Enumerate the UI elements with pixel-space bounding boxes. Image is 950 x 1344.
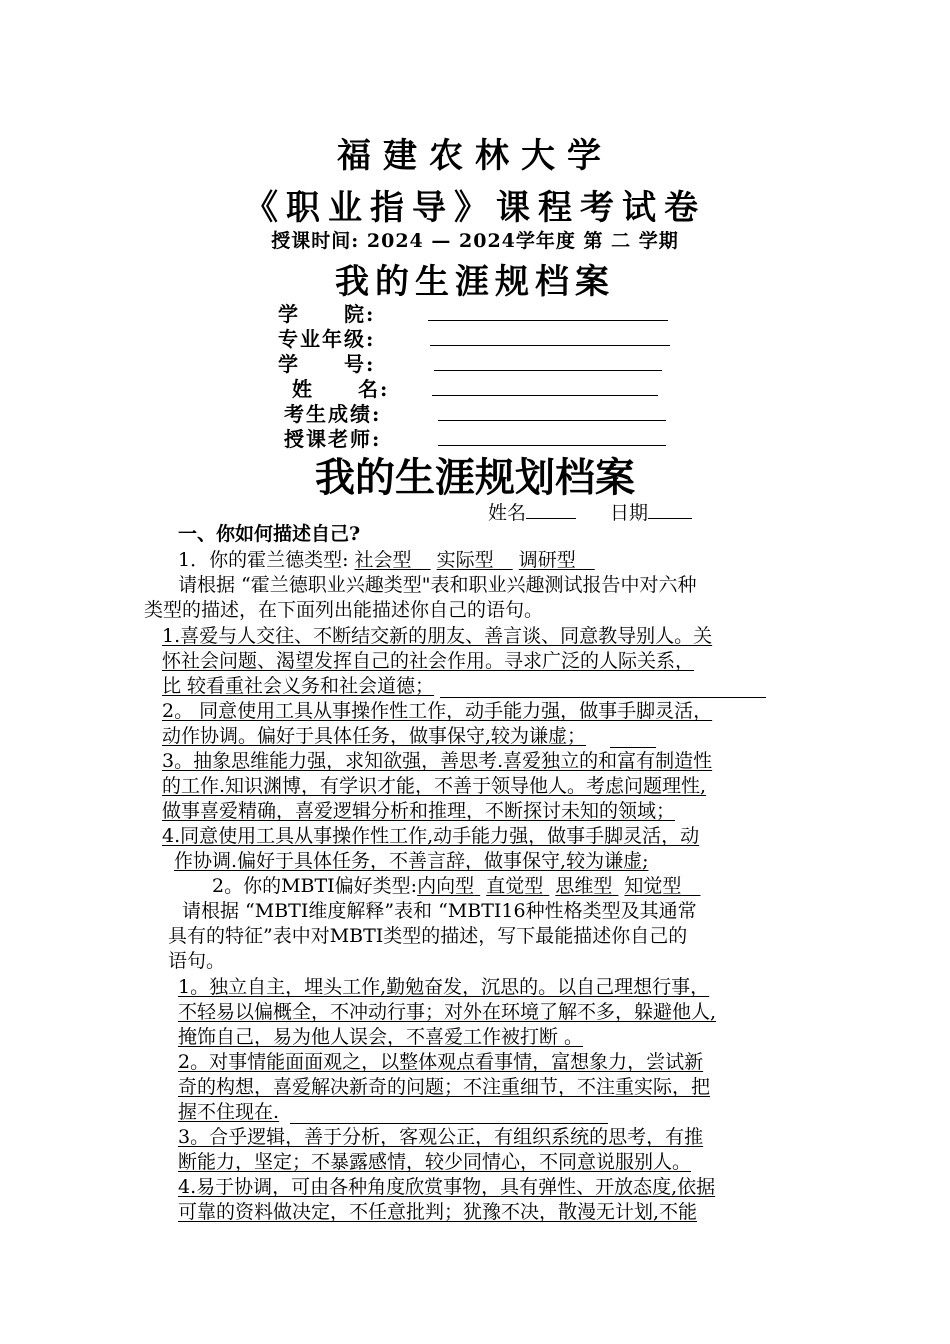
name-label: 姓名 xyxy=(488,502,527,524)
name-date-line xyxy=(488,498,692,525)
instruction-line: 具有的特征”表中对MBTI类型的描述，写下最能描述你自己的 xyxy=(168,925,688,947)
field-student-id xyxy=(278,348,420,374)
field-college xyxy=(278,298,420,324)
field-label: 姓 名: xyxy=(292,377,390,401)
field-label: 专业年级: xyxy=(278,327,376,351)
mbti-type-line xyxy=(212,874,700,898)
date-blank xyxy=(648,500,692,519)
holland-desc-line: 2。 同意使用工具从事操作性工作，动手能力强，做事手脚灵活， xyxy=(162,700,713,722)
mbti-type: 内向型 xyxy=(417,875,475,897)
mbti-type: 知觉型 xyxy=(624,875,682,897)
holland-desc-line: 比 较看重社会义务和社会道德； xyxy=(162,675,435,697)
fill-line xyxy=(610,747,656,748)
mbti-desc-line: 2。对事情能面面观之，以整体观点看事情，富想象力，尝试新 xyxy=(178,1051,704,1073)
university-title: 福建农林大学 xyxy=(337,136,613,176)
field-blank-line xyxy=(428,320,668,321)
holland-desc-line: 4.同意使用工具从事操作性工作,动手能力强，做事手脚灵活，动 xyxy=(162,825,700,847)
instruction-line: 类型的描述，在下面列出能描述你自己的语句。 xyxy=(144,599,544,621)
exam-title: 《职业指导》课程考试卷 xyxy=(244,188,706,228)
holland-desc-line: 1.喜爱与人交往、不断结交新的朋友、善言谈、同意教导别人。关 xyxy=(162,625,713,647)
field-blank-line xyxy=(430,345,670,346)
instruction-line: 请根据 “MBTI维度解释”表和 “MBTI16种性格类型及其通常 xyxy=(182,900,697,922)
mbti-desc-line: 奇的构想，喜爱解决新奇的问题；不注重细节，不注重实际，把 xyxy=(178,1076,711,1098)
holland-prefix: 1．你的霍兰德类型: xyxy=(178,549,349,571)
field-label: 考生成绩: xyxy=(284,402,382,426)
mbti-desc-line: 3。合乎逻辑，善于分析，客观公正，有组织系统的思考，有推 xyxy=(178,1126,704,1148)
field-blank-line xyxy=(434,370,662,371)
mbti-type: 思维型 xyxy=(555,875,613,897)
mbti-prefix: 2。你的MBTI偏好类型: xyxy=(212,875,418,897)
field-blank-line xyxy=(432,395,658,396)
holland-type: 调研型 xyxy=(518,549,576,571)
main-title: 我的生涯规划档案 xyxy=(315,454,635,501)
field-label: 学 号: xyxy=(278,352,376,376)
mbti-desc-line: 可靠的资料做决定，不任意批判；犹豫不决，散漫无计划,不能 xyxy=(178,1201,698,1223)
holland-desc-line: 3。抽象思维能力强，求知欲强，善思考.喜爱独立的和富有制造性 xyxy=(162,750,713,772)
mbti-type: 直觉型 xyxy=(486,875,544,897)
holland-type: 实际型 xyxy=(436,549,494,571)
holland-type-line xyxy=(178,548,595,572)
holland-type: 社会型 xyxy=(354,549,412,571)
field-label: 授课老师: xyxy=(284,427,382,451)
mbti-desc-line: 断能力，坚定；不暴露感情，较少同情心，不同意说服别人。 xyxy=(178,1151,692,1173)
instruction-line: 请根据 “霍兰德职业兴趣类型"表和职业兴趣测试报告中对六种 xyxy=(178,574,697,596)
holland-desc-line: 做事喜爱精确，喜爱逻辑分析和推理，不断探讨未知的领域； xyxy=(162,800,676,822)
holland-desc-line: 的工作.知识渊博，有学识才能，不善于领导他人。考虑问题理性, xyxy=(162,775,707,797)
mbti-desc-line: 不轻易以偏概全，不冲动行事；对外在环境了解不多，躲避他人, xyxy=(178,1001,717,1023)
cover-title: 我的生涯规档案 xyxy=(335,262,615,302)
mbti-desc-line: 握不住现在. xyxy=(178,1101,280,1123)
holland-desc-line: 动作协调。偏好于具体任务，做事保守,较为谦虚； xyxy=(162,725,587,747)
holland-desc-line: 怀社会问题、渴望发挥自己的社会作用。寻求广泛的人际关系， xyxy=(162,650,695,672)
name-blank xyxy=(526,500,576,519)
date-label: 日期 xyxy=(610,502,649,524)
section-heading: 一、你如何描述自己? xyxy=(178,523,361,545)
term-line: 授课时间: 2024 — 2024学年度 第 二 学期 xyxy=(271,230,679,252)
mbti-desc-line: 掩饰自己，易为他人误会，不喜爱工作被打断 。 xyxy=(178,1026,584,1048)
field-name xyxy=(292,373,420,399)
fill-line xyxy=(440,697,766,698)
field-major-grade xyxy=(278,323,420,349)
mbti-desc-line: 4.易于协调，可由各种角度欣赏事物，具有弹性、开放态度,依据 xyxy=(178,1176,716,1198)
field-label: 学 院: xyxy=(278,302,376,326)
mbti-desc-line: 1。独立自主，埋头工作,勤勉奋发，沉思的。以自己理想行事， xyxy=(178,976,710,998)
field-blank-line xyxy=(438,420,666,421)
field-score xyxy=(284,398,420,424)
instruction-line: 语句。 xyxy=(168,950,226,972)
fill-line xyxy=(290,1123,608,1124)
holland-desc-line: 作协调.偏好于具体任务，不善言辞，做事保守,较为谦虚; xyxy=(174,850,649,872)
